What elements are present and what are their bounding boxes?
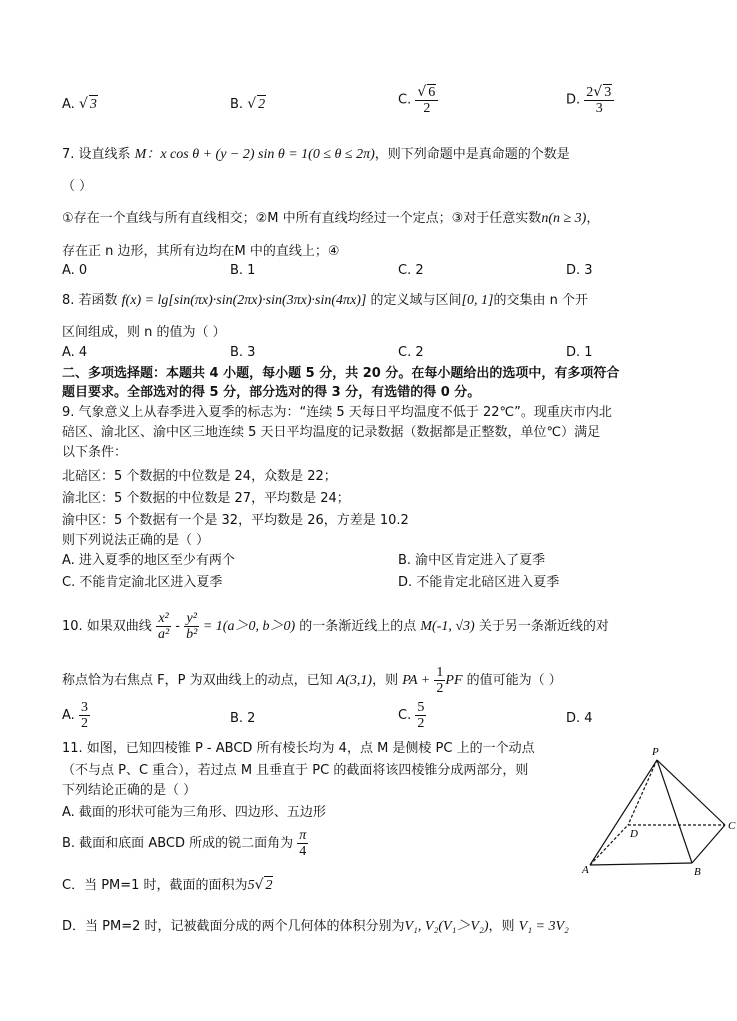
q8-option-d: D. 1: [566, 345, 593, 360]
pyramid-figure: [580, 745, 737, 880]
q9-line-5: 渝北区：5 个数据的中位数是 27，平均数是 24；: [62, 491, 350, 506]
q9-option-a: A. 进入夏季的地区至少有两个: [62, 553, 235, 568]
q11-option-a: A. 截面的形状可能为三角形、四边形、五边形: [62, 805, 326, 820]
section2-instructions: 题目要求。全部选对的得 5 分，部分选对的得 3 分，有选错的得 0 分。: [62, 385, 481, 400]
q6-option-a: A. √ 3: [62, 96, 97, 112]
vertex-label-d: D: [630, 828, 638, 840]
q8-option-a: A. 4: [62, 345, 88, 360]
q10-option-b: B. 2: [230, 711, 256, 726]
vertex-label-p: P: [652, 746, 659, 758]
edge-ad: [590, 825, 628, 865]
q9-line-1: 9. 气象意义上从春季进入夏季的标志为：“连续 5 天每日平均温度不低于 22℃”。现重庆市内北: [62, 405, 612, 420]
edge-pd: [628, 760, 657, 825]
q9-line-7: 则下列说法正确的是（ ）: [62, 533, 210, 548]
q9-line-4: 北碚区：5 个数据的中位数是 24，众数是 22；: [62, 469, 337, 484]
q7-statement-2: 存在正 n 边形，其所有边均在M 中的直线上；④: [62, 244, 340, 259]
q11-line-2: （不与点 P、C 重合），若过点 M 且垂直于 PC 的截面将该四棱锥分成两部分，则: [62, 763, 529, 778]
q9-line-3: 以下条件：: [62, 445, 128, 460]
q6-option-d: D. $\frac{2√ 3}{3}$: [566, 84, 614, 116]
edge-pb: [657, 760, 692, 863]
q8-stem-line2: 区间组成，则 n 的值为（ ）: [62, 325, 226, 340]
q11-line-1: 11. 如图，已知四棱锥 P - ABCD 所有棱长均为 4，点 M 是侧棱 PC 上的一个动点: [62, 741, 535, 756]
q9-line-6: 渝中区：5 个数据有一个是 32，平均数是 26，方差是 10.2: [62, 513, 409, 528]
vertex-label-c: C: [728, 820, 736, 832]
q7-option-c: C. 2: [398, 263, 424, 278]
q10-stem-line2: 称点恰为右焦点 F，P 为双曲线上的动点，已知 A(3,1)，则 PA + $\frac{1}{2}$ PF 的值可能为（ ）: [62, 665, 562, 696]
q11-option-d: D．当 PM=2 时，记被截面分成的两个几何体的体积分别为V₁, V₂(V₁＞V₂)，则 V₁ = 3V₂: [62, 919, 569, 934]
q10-option-a: A. $\frac{3}{2}$: [62, 700, 88, 731]
section2-heading: 二、多项选择题：本题共 4 小题，每小题 5 分，共 20 分。在每小题给出的选项中，有多项符合: [62, 366, 620, 381]
q7-option-d: D. 3: [566, 263, 593, 278]
vertex-label-a: A: [582, 864, 589, 876]
q9-option-b: B. 渝中区肯定进入了夏季: [398, 553, 546, 568]
q10-stem: 10. 如果双曲线 $\frac{\text{x²}}{\text{a²}}$ - $\frac{\text{y²}}{\text{b²}}$ = 1(a＞0, b＞0) 的一条渐近线上的点 M(-1, √3) 关于另一条渐近线的对: [62, 611, 609, 642]
q9-line-2: 碚区、渝北区、渝中区三地连续 5 天日平均温度的记录数据（数据都是正整数，单位℃）满足: [62, 425, 601, 440]
edge-pc: [657, 760, 725, 825]
q7-stem: 7. 设直线系 M：x cos θ + (y − 2) sin θ = 1(0 ≤ θ ≤ 2π)，则下列命题中是真命题的个数是: [62, 147, 570, 162]
q7-answer-paren: （ ）: [62, 179, 93, 194]
q11-option-c: C．当 PM=1 时，截面的面积为5√ 2: [62, 877, 273, 893]
q11-option-b: B. 截面和底面 ABCD 所成的锐二面角为 $\frac{\pi}{4}$: [62, 828, 307, 859]
q6-option-c: C. $\frac{√ 6}{2}$: [398, 84, 438, 116]
edge-bc: [692, 825, 725, 863]
q6-option-b: B. √ 2: [230, 96, 266, 112]
q8-option-b: B. 3: [230, 345, 256, 360]
edge-pa: [590, 760, 657, 865]
q11-line-3: 下列结论正确的是（ ）: [62, 783, 197, 798]
q7-statement-1: ①存在一个直线与所有直线相交；②M 中所有直线均经过一个定点；③对于任意实数n(n ≥ 3)，: [62, 211, 600, 226]
q8-stem: 8. 若函数 f(x) = lg[sin(πx)·sin(2πx)·sin(3πx)·sin(4πx)] 的定义域与区间[0, 1]的交集由 n 个开: [62, 293, 588, 308]
q9-option-d: D. 不能肯定北碚区进入夏季: [398, 575, 560, 590]
q10-option-d: D. 4: [566, 711, 593, 726]
vertex-label-b: B: [694, 866, 701, 878]
edge-ab: [590, 863, 692, 865]
q9-option-c: C. 不能肯定渝北区进入夏季: [62, 575, 223, 590]
q10-option-c: C. $\frac{5}{2}$: [398, 700, 425, 731]
q7-option-b: B. 1: [230, 263, 256, 278]
q8-option-c: C. 2: [398, 345, 424, 360]
q7-option-a: A. 0: [62, 263, 88, 278]
